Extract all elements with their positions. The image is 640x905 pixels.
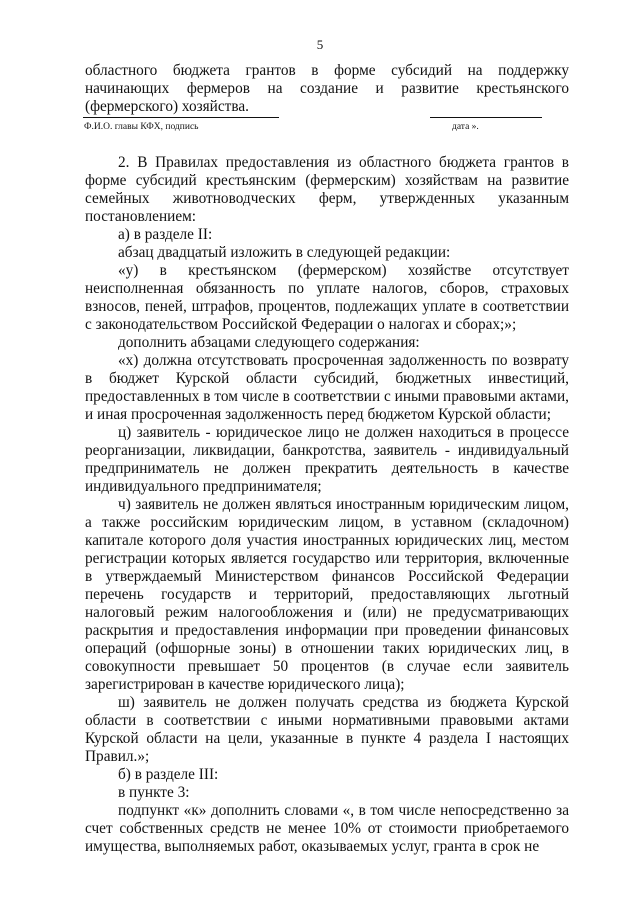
intro-paragraph: областного бюджета грантов в форме субсидий на поддержку начинающих фермеров на создание и развитие крестьянского (фермерского) хозяйства. (85, 62, 569, 115)
page-number: 5 (316, 37, 324, 52)
signature-line-date (430, 117, 542, 118)
paragraph: 2. В Правилах предоставления из областного бюджета грантов в форме субсидий крестьянским (фермерским) хозяйствам на развитие семейных животноводческих ферм, утвержденных указанным постановлением: (85, 154, 569, 225)
paragraph: ц) заявитель - юридическое лицо не должен находиться в процессе реорганизации, ликвидации, банкротства, заявитель - индивидуальный предприниматель не должен прекратить деятельность в качестве индивидуального предпринимателя; (85, 424, 569, 495)
paragraph: а) в разделе II: (118, 226, 213, 243)
signature-date-label: дата ». (452, 122, 479, 132)
paragraph: ш) заявитель не должен получать средства из бюджета Курской области в соответствии с иными нормативными правовыми актами Курской области на цели, указанные в пункте 4 раздела I настоящих Правил.»; (85, 694, 569, 765)
intro-block (85, 62, 569, 116)
paragraph: «х) должна отсутствовать просроченная задолженность по возврату в бюджет Курской области субсидий, бюджетных инвестиций, предоставленных в том числе в соответствии с иными правовыми актами, и иная просроченная задолженность перед бюджетом Курской области; (85, 352, 569, 423)
paragraph: абзац двадцатый изложить в следующей редакции: (118, 244, 451, 261)
paragraph: в пункте 3: (118, 784, 190, 801)
signature-name-label: Ф.И.О. главы КФХ, подпись (84, 122, 199, 132)
paragraph: подпункт «к» дополнить словами «, в том числе непосредственно за счет собственных средств не менее 10% от стоимости приобретаемого имущества, выполняемых работ, оказываемых услуг, гранта в срок не (85, 802, 569, 855)
signature-line-name (83, 117, 279, 118)
paragraph: «у) в крестьянском (фермерском) хозяйстве отсутствует неисполненная обязанность по уплате налогов, сборов, страховых взносов, пеней, штрафов, процентов, подлежащих уплате в соответствии с законодательством Российской Федерации о налогах и сборах;»; (85, 262, 569, 333)
paragraph: ч) заявитель не должен являться иностранным юридическим лицом, а также российским юридическим лицом, в уставном (складочном) капитале которого доля участия иностранных юридических лиц, местом регистрации которых является государство или территория, включенные в утверждаемый Министерством финансов Российской Федерации перечень государств и территорий, предоставляющих льготный налоговый режим налогообложения и (или) не предусматривающих раскрытия и предоставления информации при проведении финансовых операций (офшорные зоны) в отношении таких юридических лиц, в совокупности превышает 50 процентов (в случае если заявитель зарегистрирован в качестве юридического лица); (85, 496, 569, 693)
paragraph: б) в разделе III: (118, 766, 219, 783)
main-text (85, 154, 569, 856)
paragraph: дополнить абзацами следующего содержания: (118, 334, 420, 351)
